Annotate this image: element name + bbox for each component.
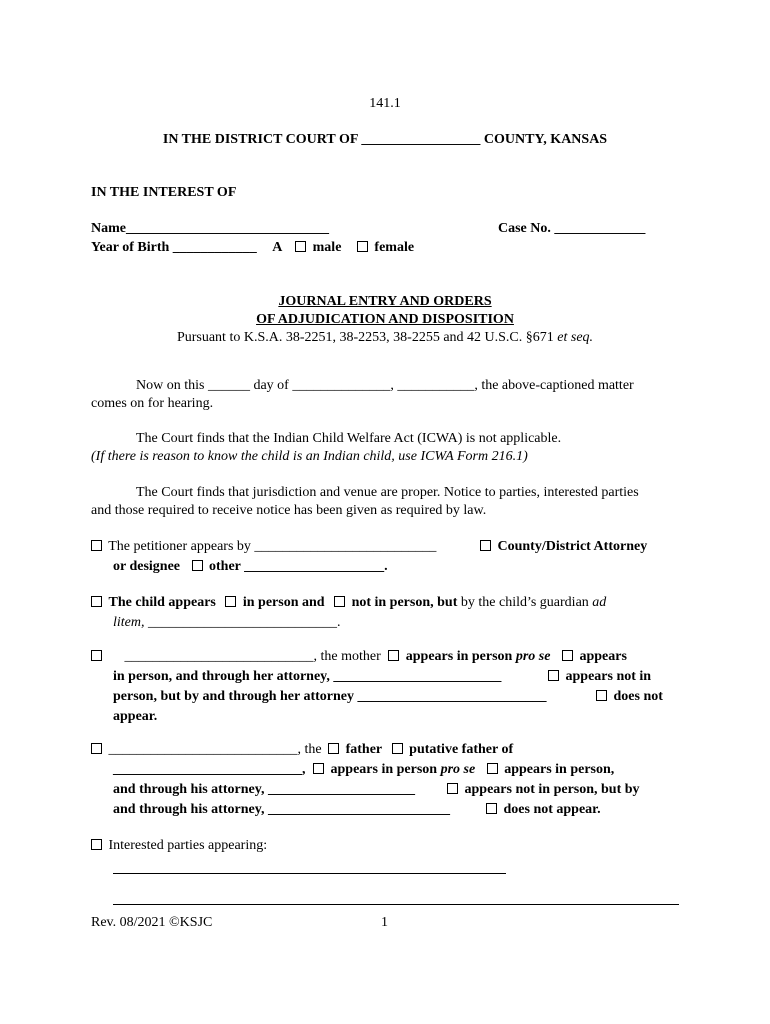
putative-child-field[interactable]: ___________________________, <box>113 762 306 777</box>
male-label: male <box>312 240 342 255</box>
case-number-field[interactable]: Case No. _____________ <box>498 221 646 236</box>
father-not-in-person-option[interactable] <box>447 782 640 798</box>
child-in-person-label: in person and <box>242 595 325 610</box>
mother-not-in-person-option[interactable] <box>548 669 651 685</box>
father-label: father <box>345 742 383 757</box>
form-number: 141.1 <box>369 96 401 111</box>
guardian-text: by the child’s guardian <box>460 595 589 610</box>
mother-pro-se-italic: pro se <box>515 649 551 664</box>
mother-row <box>91 649 627 665</box>
other-checkbox[interactable] <box>192 560 203 571</box>
document-title-line2: OF ADJUDICATION AND DISPOSITION <box>256 312 514 327</box>
father-does-not-label: does not appear. <box>503 802 601 817</box>
father-appears-label: appears in person, <box>504 762 615 777</box>
icwa-note: (If there is reason to know the child is an Indian child, use ICWA Form 216.1) <box>91 449 528 464</box>
female-label: female <box>374 240 415 255</box>
designee-label: or designee <box>113 559 181 574</box>
child-row <box>91 595 606 611</box>
interested-parties-label: Interested parties appearing: <box>108 838 268 853</box>
child-not-in-person-label: not in person, but <box>351 595 458 610</box>
male-option[interactable] <box>295 240 341 255</box>
interest-of-heading: IN THE INTEREST OF <box>91 185 237 200</box>
father-row <box>91 742 513 758</box>
revision-footer: Rev. 08/2021 ©KSJC <box>91 915 213 930</box>
mother-appear-text: appear. <box>113 709 158 724</box>
jurisdiction-line2: and those required to receive notice has been given as required by law. <box>91 503 487 518</box>
mother-not-in-person-checkbox[interactable] <box>548 670 559 681</box>
guardian-name-field[interactable]: ___________________________. <box>148 615 341 630</box>
father-checkbox[interactable] <box>91 743 102 754</box>
father-row2 <box>113 762 614 778</box>
statute-reference <box>0 330 770 346</box>
father-not-in-person-checkbox[interactable] <box>447 783 458 794</box>
female-checkbox[interactable] <box>357 241 368 252</box>
interested-parties-line-2[interactable] <box>113 904 679 905</box>
child-appears-label: The child appears <box>108 595 216 610</box>
mother-attorney-field[interactable]: in person, and through her attorney, ________________________ <box>113 669 502 684</box>
father-attorney-field-2[interactable]: and through his attorney, __________________________ <box>113 802 450 817</box>
father-row3 <box>113 782 415 798</box>
male-checkbox[interactable] <box>295 241 306 252</box>
mother-row3 <box>113 689 547 705</box>
county-da-option[interactable] <box>480 539 647 555</box>
father-does-not-option[interactable] <box>486 802 601 818</box>
hearing-date-line2: comes on for hearing. <box>91 396 214 411</box>
mother-row2 <box>113 669 501 685</box>
mother-does-not-appear-checkbox[interactable] <box>596 690 607 701</box>
mother-checkbox[interactable] <box>91 650 102 661</box>
year-of-birth-field[interactable]: Year of Birth ____________ <box>91 240 257 255</box>
mother-does-not-option[interactable] <box>596 689 663 705</box>
father-attorney-checkbox[interactable] <box>487 763 498 774</box>
litem-text: litem, <box>113 615 145 630</box>
interested-parties-row <box>91 838 267 854</box>
county-da-label: County/District Attorney <box>497 539 648 554</box>
year-of-birth-row <box>91 240 414 256</box>
mother-name-field[interactable]: ___________________________ <box>124 649 314 664</box>
other-field[interactable]: other ____________________. <box>209 559 388 574</box>
father-the-label: , the <box>297 742 322 757</box>
hearing-date-line1: Now on this ______ day of ______________, ___________, the above-captioned matter <box>136 378 634 393</box>
icwa-finding: The Court finds that the Indian Child Welfare Act (ICWA) is not applicable. <box>136 431 562 446</box>
putative-father-label: putative father of <box>409 742 514 757</box>
document-title-line1: JOURNAL ENTRY AND ORDERS <box>278 294 492 309</box>
father-attorney-field[interactable]: and through his attorney, _____________________ <box>113 782 415 797</box>
mother-attorney-checkbox[interactable] <box>562 650 573 661</box>
statute-text: Pursuant to K.S.A. 38-2251, 38-2253, 38-2255 and 42 U.S.C. §671 <box>176 330 554 345</box>
page-number: 1 <box>381 915 388 930</box>
the-mother-label: , the mother <box>313 649 381 664</box>
petitioner-text: The petitioner appears by __________________________ <box>108 539 437 554</box>
mother-appears-label: appears <box>579 649 627 664</box>
interested-parties-line-1[interactable] <box>113 873 506 874</box>
age-label: A <box>272 240 282 255</box>
child-row2 <box>113 615 341 631</box>
interested-parties-checkbox[interactable] <box>91 839 102 850</box>
county-da-checkbox[interactable] <box>480 540 491 551</box>
jurisdiction-line1: The Court finds that jurisdiction and venue are proper. Notice to parties, interested parties <box>136 485 639 500</box>
father-name-field[interactable]: ___________________________ <box>108 742 298 757</box>
mother-attorney-field-2[interactable]: person, but by and through her attorney ___________________________ <box>113 689 547 704</box>
child-in-person-checkbox[interactable] <box>225 596 236 607</box>
name-field[interactable]: Name_____________________________ <box>91 221 329 236</box>
petitioner-row <box>91 539 436 555</box>
father-not-in-person-label: appears not in person, but by <box>464 782 640 797</box>
mother-not-in-person-label: appears not in <box>565 669 652 684</box>
female-option[interactable] <box>357 240 414 255</box>
ad-text: ad <box>592 595 607 610</box>
child-not-in-person-checkbox[interactable] <box>334 596 345 607</box>
petitioner-row2 <box>113 559 388 575</box>
mother-pro-se-label: appears in person <box>405 649 513 664</box>
et-seq-text: et seq. <box>557 330 594 345</box>
petitioner-checkbox[interactable] <box>91 540 102 551</box>
mother-does-not-label: does not <box>613 689 663 704</box>
putative-father-checkbox[interactable] <box>392 743 403 754</box>
father-does-not-appear-checkbox[interactable] <box>486 803 497 814</box>
father-type-checkbox[interactable] <box>328 743 339 754</box>
child-checkbox[interactable] <box>91 596 102 607</box>
court-line: IN THE DISTRICT COURT OF _________________ COUNTY, KANSAS <box>162 132 608 147</box>
father-row4 <box>113 802 450 818</box>
father-pro-se-checkbox[interactable] <box>313 763 324 774</box>
mother-pro-se-checkbox[interactable] <box>388 650 399 661</box>
father-pro-se-italic: pro se <box>440 762 476 777</box>
father-pro-se-label: appears in person <box>330 762 438 777</box>
